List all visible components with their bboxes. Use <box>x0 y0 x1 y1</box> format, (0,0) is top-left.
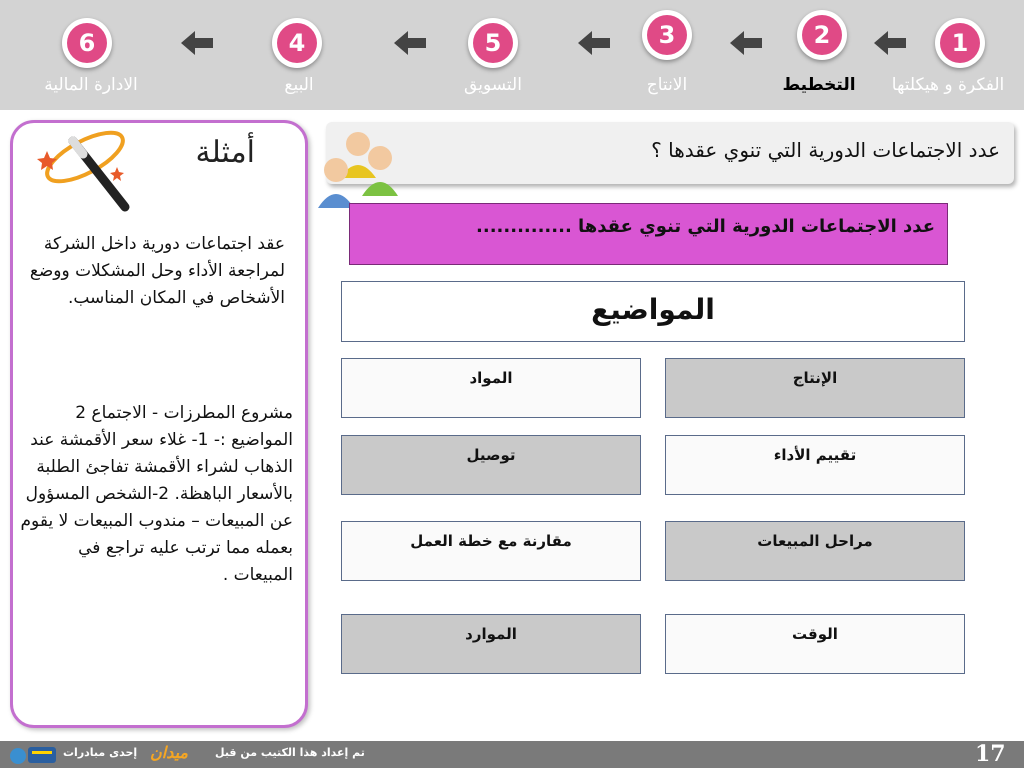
step-4-circle[interactable] <box>272 18 322 68</box>
topic-label: توصيل <box>466 446 516 464</box>
arrow-left-icon <box>394 29 426 57</box>
topic-cell[interactable] <box>341 358 641 418</box>
example-paragraph-1: عقد اجتماعات دورية داخل الشركة لمراجعة الأداء وحل المشكلات ووضع الأشخاص في المكان المناسب. <box>29 234 285 308</box>
page-number: 17 <box>975 741 1006 767</box>
topic-label: الموارد <box>465 625 517 643</box>
step-2-circle[interactable] <box>797 10 847 60</box>
magic-wand-icon <box>33 123 143 213</box>
prompt-box <box>349 203 948 265</box>
footer-credit-suffix: إحدى مبادرات <box>63 746 138 759</box>
step-3-circle[interactable] <box>642 10 692 60</box>
step-4-number: 4 <box>277 23 317 63</box>
topic-label: الإنتاج <box>792 369 838 387</box>
footer-credit-prefix: تم إعداد هذا الكتيب من قبل <box>215 746 365 759</box>
topic-cell[interactable] <box>665 435 965 495</box>
topic-label: تقييم الأداء <box>773 446 857 464</box>
topic-label: مراحل المبيعات <box>757 532 873 550</box>
arrow-left-icon <box>181 29 213 57</box>
step-3-number: 3 <box>647 15 687 55</box>
step-1-circle[interactable] <box>935 18 985 68</box>
step-5-number: 5 <box>473 23 513 63</box>
steps-bar <box>0 0 1024 110</box>
topics-header <box>341 281 965 342</box>
question-text: عدد الاجتماعات الدورية التي تنوي عقدها ؟ <box>651 138 1000 162</box>
step-2-number: 2 <box>802 15 842 55</box>
step-4-label[interactable]: البيع <box>284 75 314 95</box>
topic-label: المواد <box>469 369 513 387</box>
topic-cell[interactable] <box>665 614 965 674</box>
arrow-left-icon <box>578 29 610 57</box>
topic-cell[interactable] <box>341 614 641 674</box>
topics-header-label: المواضيع <box>591 293 715 326</box>
question-banner <box>326 122 1014 184</box>
examples-title: أمثلة <box>195 135 255 170</box>
footer <box>0 741 1024 768</box>
step-6-number: 6 <box>67 23 107 63</box>
topic-cell[interactable] <box>665 521 965 581</box>
people-group-icon <box>316 126 406 210</box>
topic-label: مقارنة مع خطة العمل <box>410 532 572 550</box>
step-5-label[interactable]: التسويق <box>464 75 522 95</box>
arrow-left-icon <box>730 29 762 57</box>
arrow-left-icon <box>874 29 906 57</box>
footer-brand: ميدان <box>150 743 188 762</box>
examples-panel <box>10 120 308 728</box>
step-6-label[interactable]: الادارة المالية <box>44 75 138 95</box>
topic-cell[interactable] <box>665 358 965 418</box>
step-2-label[interactable]: التخطيط <box>782 75 856 95</box>
example-paragraph-2: مشروع المطرزات - الاجتماع 2 المواضيع :- 1- غلاء سعر الأقمشة عند الذهاب لشراء الأقمشة تفاجئ الطلبة بالأسعار الباهظة. 2-الشخص المسؤول عن المبيعات – مندوب المبيعات لا يقوم بعمله مما ترتب عليه تراجع في المبيعات . <box>20 403 293 585</box>
step-5-circle[interactable] <box>468 18 518 68</box>
topic-cell[interactable] <box>341 435 641 495</box>
topic-cell[interactable] <box>341 521 641 581</box>
topic-label: الوقت <box>792 625 838 643</box>
step-1-label[interactable]: الفكرة و هيكلتها <box>891 75 1005 95</box>
organization-logo-icon <box>8 743 58 766</box>
step-6-circle[interactable] <box>62 18 112 68</box>
prompt-text: عدد الاجتماعات الدورية التي تنوي عقدها .............. <box>476 216 935 237</box>
step-3-label[interactable]: الانتاج <box>646 75 688 95</box>
step-1-number: 1 <box>940 23 980 63</box>
